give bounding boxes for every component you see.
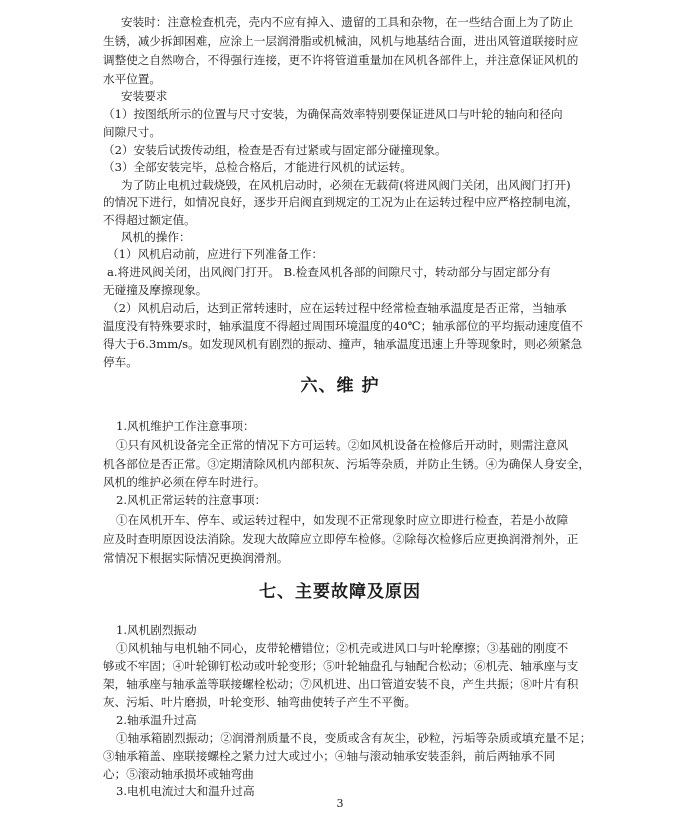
text-line: 水平位置。 (103, 72, 161, 86)
text-line: 应及时查明原因设法消除。发现大故障应立即停车检修。②除每次检修后应更换润滑剂外，正 (103, 532, 579, 546)
text-line: ①轴承箱剧烈振动；②润滑剂质量不良，变质或含有灰尘，砂粒，污垢等杂质或填充量不足； (116, 731, 592, 745)
text-line: 够或不牢固；④叶轮铆钉松动或叶轮变形；⑤叶轮轴盘孔与轴配合松动；⑥机壳、轴承座与支 (103, 659, 579, 673)
text-line: （2）安装后试拨传动组，检查是否有过紧或与固定部分碰撞现象。 (103, 143, 447, 157)
text-line: 风机的操作： (121, 230, 191, 244)
text-line: 生锈，减少拆卸困难，应涂上一层润滑脂或机械油，风机与地基结合面，进出风管道联接时应 (103, 34, 579, 48)
text-line: 1.风机维护工作注意事项： (116, 419, 255, 433)
text-line: 停车。 (103, 355, 138, 369)
text-line: 得大于6.3mm/s。如发现风机有剧烈的振动、撞声，轴承温度迅速上升等现象时，则必须紧急 (103, 337, 583, 351)
text-line: 安装时：注意检查机壳，壳内不应有掉入、遗留的工具和杂物，在一些结合面上为了防止 (121, 15, 574, 29)
text-line: 风机的维护必须在停车时进行。 (103, 475, 266, 489)
text-line: 2.风机正常运转的注意事项： (116, 493, 267, 507)
text-line: ③轴承箱盖、座联接螺栓之紧力过大或过小；④轴与滚动轴承安装歪斜，前后两轴承不同 (103, 749, 556, 763)
text-line: 灰、污垢、叶片磨损，叶轮变形、轴弯曲使转子产生不平衡。 (103, 695, 417, 709)
text-line: ①在风机开车、停车、或运转过程中，如发现不正常现象时应立即进行检查，若是小故障 (116, 513, 569, 527)
text-line: 间隙尺寸。 (103, 125, 161, 139)
text-line: a.将进风阀关闭，出风阀门打开。 B.检查风机各部的间隙尺寸，转动部分与固定部分有 (107, 265, 551, 279)
text-line: 温度没有特殊要求时，轴承温度不得超过周围环境温度的40℃；轴承部位的平均振动速度值不 (103, 319, 583, 333)
text-line: 机各部位是否正常。③定期清除风机内部积灰、污垢等杂质，并防止生锈。④为确保人身安全， (103, 457, 590, 471)
text-line: （1）按图纸所示的位置与尺寸安装，为确保高效率特别要保证进风口与叶轮的轴向和径向 (103, 107, 563, 121)
text-line: 1.风机剧烈振动 (116, 623, 197, 637)
text-line: 常情况下根据实际情况更换润滑剂。 (103, 551, 289, 565)
text-line: 的情况下进行，如情况良好，逐步开启阀直到规定的工况为止在运转过程中应严格控制电流， (103, 195, 579, 209)
text-line: 不得超过额定值。 (103, 213, 196, 227)
text-line: 2.轴承温升过高 (116, 713, 197, 727)
text-line: 调整使之自然吻合，不得强行连接，更不许将管道重量加在风机各部件上，并注意保证风机的 (103, 53, 579, 67)
text-line: ①风机轴与电机轴不同心，皮带轮槽错位；②机壳或进风口与叶轮摩擦；③基础的刚度不 (116, 641, 569, 655)
section-heading-faults: 七、主要故障及原因 (259, 582, 421, 602)
text-line: （3）全部安装完毕，总检合格后，才能进行风机的试运转。 (103, 160, 412, 174)
text-line: 安装要求 (121, 89, 168, 103)
text-line: 心；⑤滚动轴承损坏或轴弯曲 (103, 767, 254, 781)
text-line: 无碰撞及摩擦现象。 (103, 283, 208, 297)
text-line: 架，轴承座与轴承盖等联接螺栓松动；⑦风机进、出口管道安装不良，产生共振；⑧叶片有积 (103, 677, 579, 691)
text-line: ①只有风机设备完全正常的情况下方可运转。②如风机设备在检修后开动时，则需注意风 (116, 438, 569, 452)
text-line: 3.电机电流过大和温升过高 (116, 784, 255, 798)
section-heading-maintenance: 六、维 护 (300, 376, 380, 396)
page-number: 3 (336, 797, 344, 810)
text-line: （2）风机启动后，达到正常转速时，应在运转过程中经常检查轴承温度是否正常，当轴承 (107, 301, 567, 315)
text-line: 为了防止电机过载烧毁，在风机启动时，必须在无载荷(将进风阀门关闭，出风阀门打开) (121, 178, 571, 192)
text-line: （1）风机启动前，应进行下列准备工作： (107, 247, 324, 261)
